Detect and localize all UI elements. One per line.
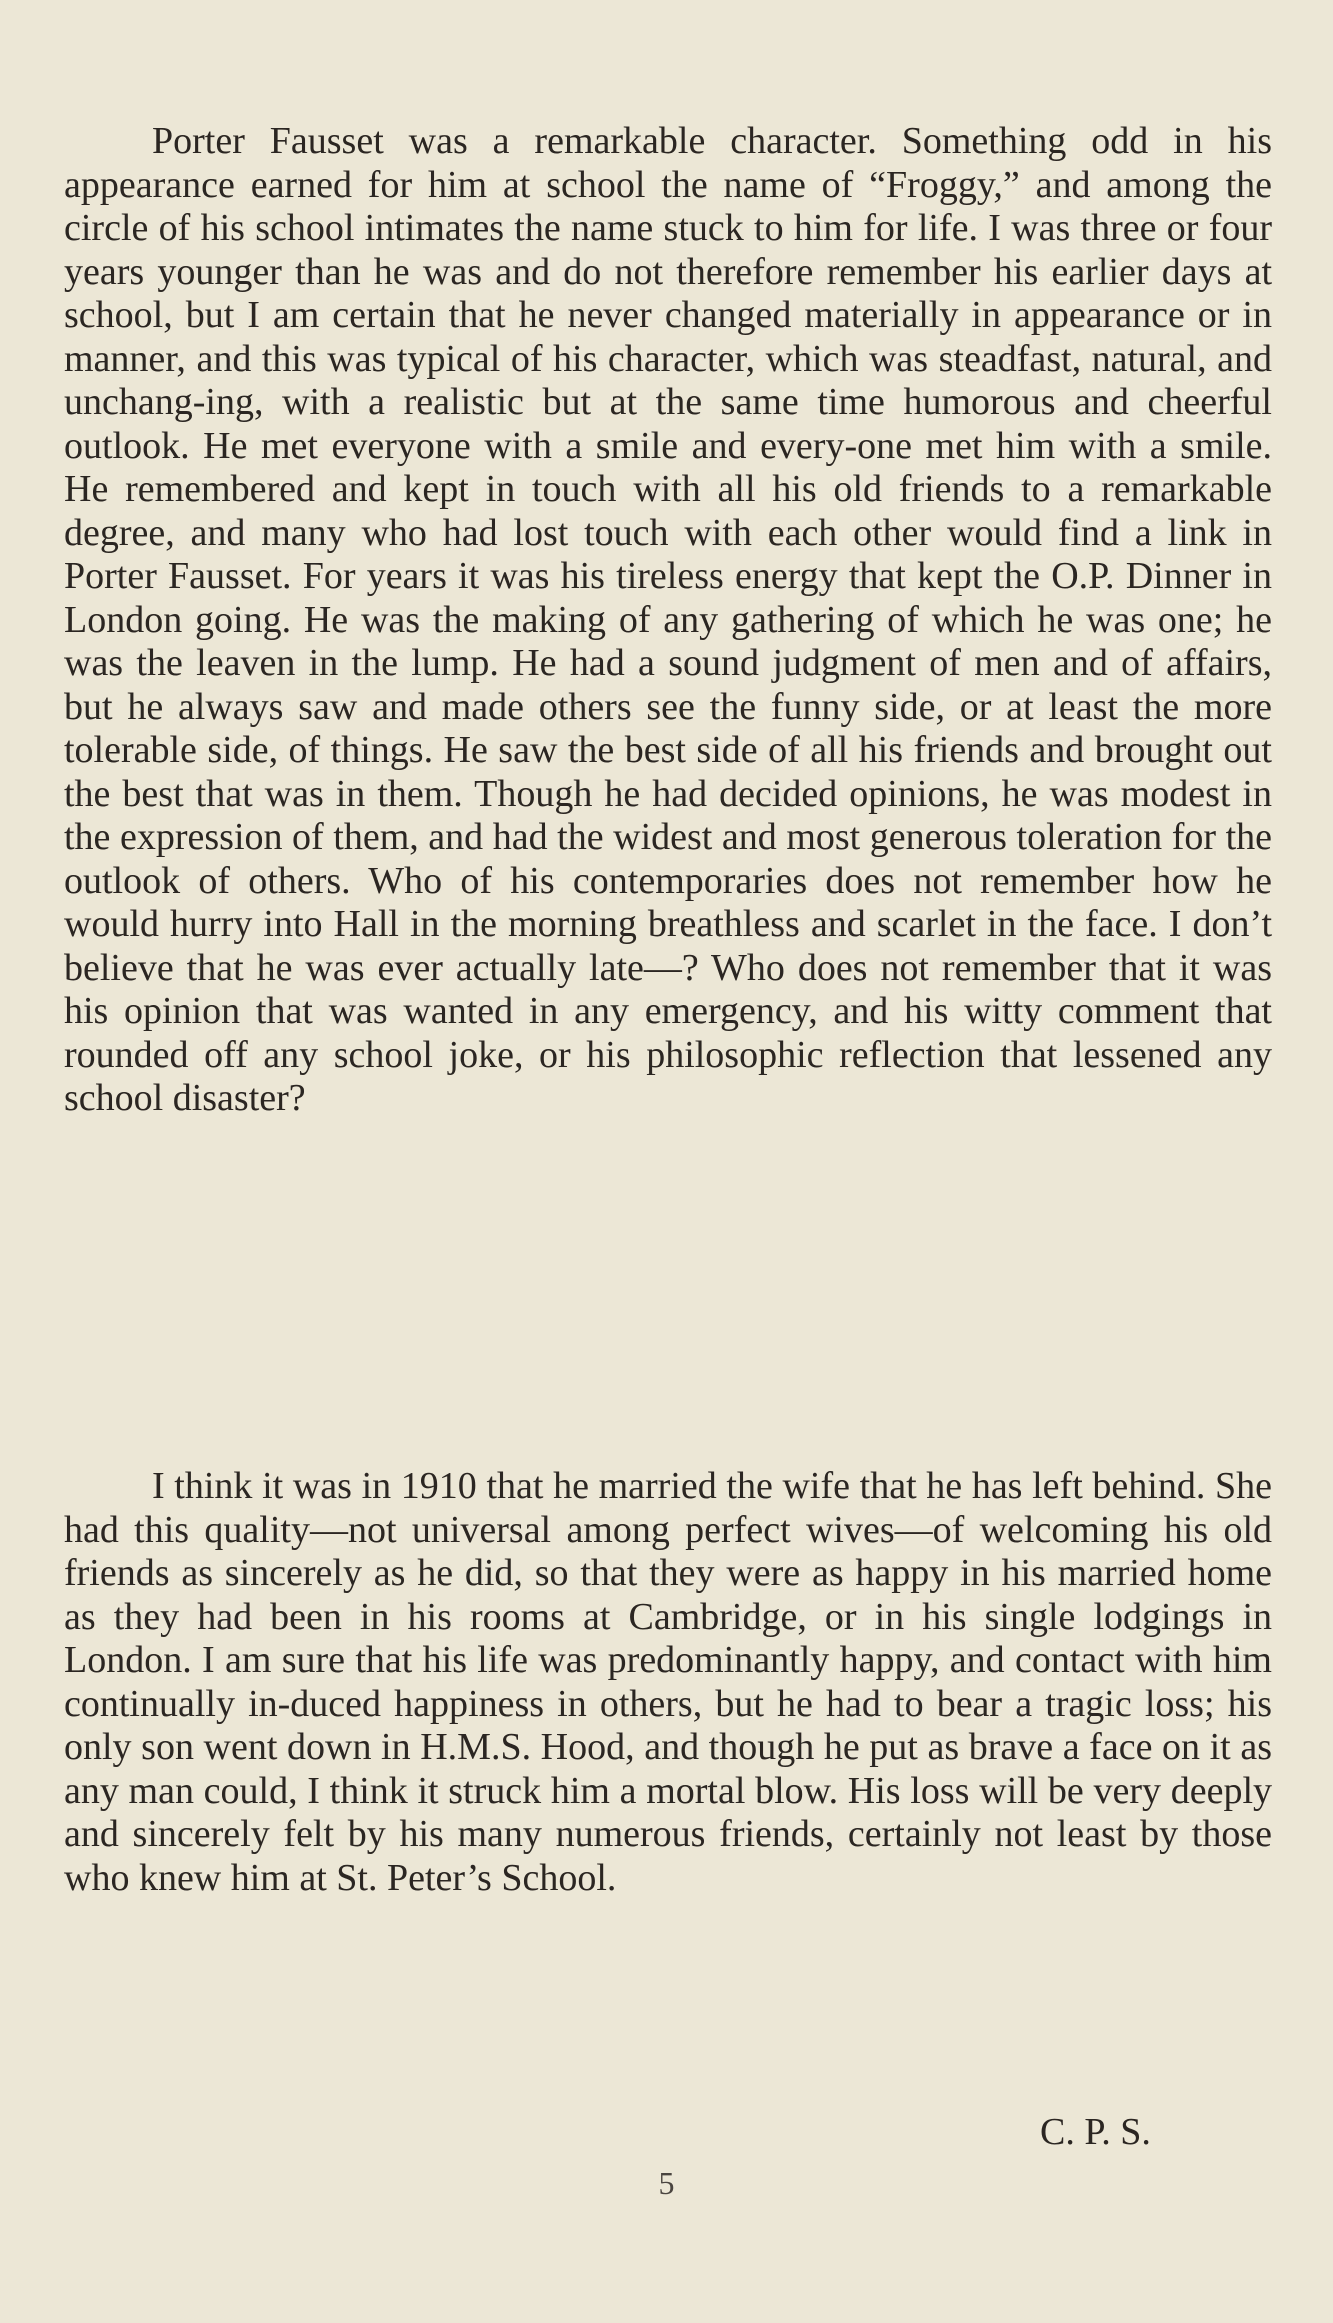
paragraph-2-text: I think it was in 1910 that he married the wife that he has left behind. She had this quality—not universal among perfect wives—of welcoming his old friends as sincerely as he did, so that they were as happy in his married home as they had been in his rooms at Cambridge, or in his single lodgings in London. I am sure that his life was predominantly happy, and contact with him continually in-duced happiness in others, but he had to bear a tragic loss; his only son went down in H.M.S. Hood, and though he put as brave a face on it as any man could, I think it struck him a mortal blow. His loss will be very deeply and sincerely felt by his many numerous friends, certainly not least by those who knew him at St. Peter’s School. [64,1465,1272,1899]
paragraph-2 [64,1465,1272,1900]
signature: C. P. S. [1040,2111,1151,2153]
paragraph-1-text: Porter Fausset was a remarkable character. Something odd in his appearance earned for him at school the name of “Froggy,” and among the circle of his school intimates the name stuck to him for life. I was three or four years younger than he was and do not therefore remember his earlier days at school, but I am certain that he never changed materially in appearance or in manner, and this was typical of his character, which was steadfast, natural, and unchang-ing, with a realistic but at the same time humorous and cheerful outlook. He met everyone with a smile and every-one met him with a smile. He remembered and kept in touch with all his old friends to a remarkable degree, and many who had lost touch with each other would find a link in Porter Fausset. For years it was his tireless energy that kept the O.P. Dinner in London going. He was the making of any gathering of which he was one; he was the leaven in the lump. He had a sound judgment of men and of affairs, but he always saw and made others see the funny side, or at least the more tolerable side, of things. He saw the best side of all his friends and brought out the best that was in them. Though he had decided opinions, he was modest in the expression of them, and had the widest and most generous toleration for the outlook of others. Who of his contemporaries does not remember how he would hurry into Hall in the morning breathless and scarlet in the face. I don’t believe that he was ever actually late—? Who does not remember that it was his opinion that was wanted in any emergency, and his witty comment that rounded off any school joke, or his philosophic reflection that lessened any school disaster? [64,120,1272,1119]
paragraph-1 [64,120,1272,1121]
page-number: 5 [658,2165,675,2201]
